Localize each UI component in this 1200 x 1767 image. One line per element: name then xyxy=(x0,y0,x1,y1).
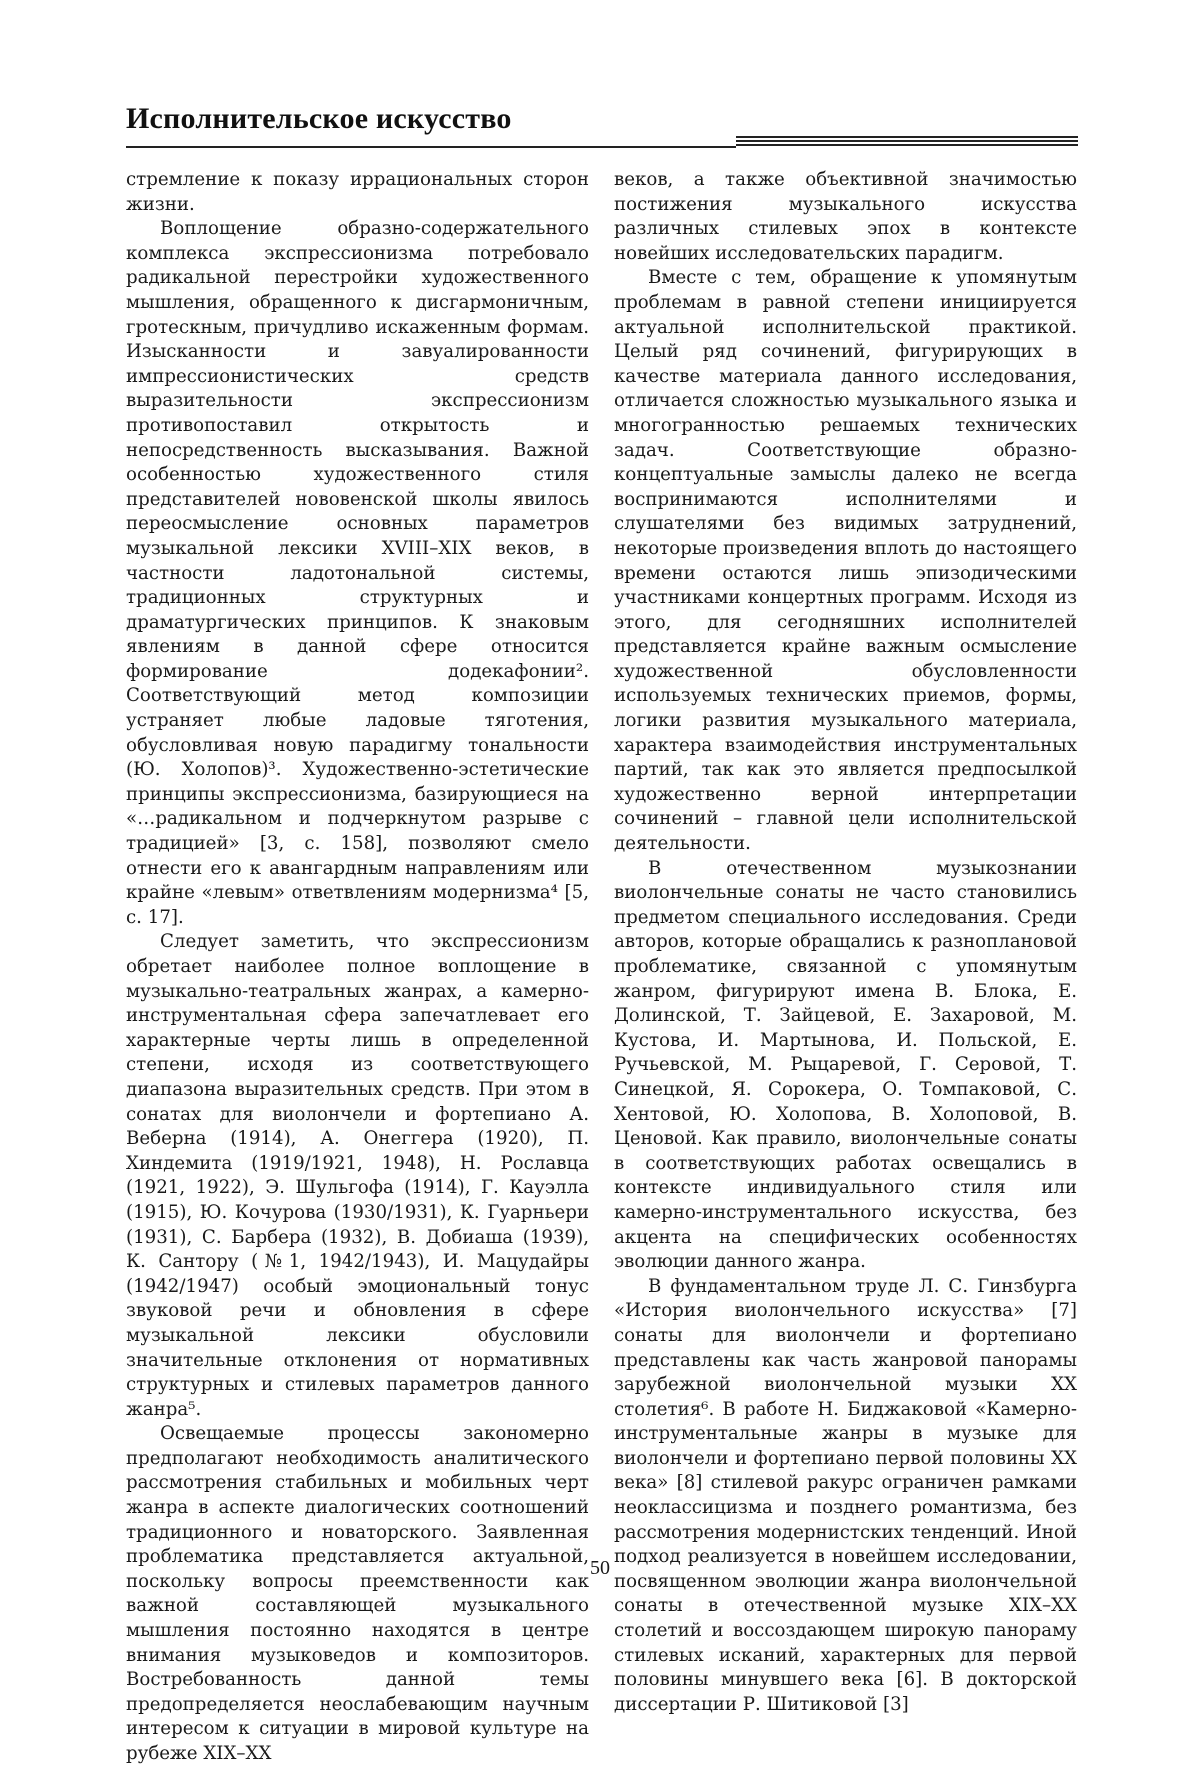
paragraph: Следует заметить, что экспрессионизм обретает наиболее полное воплощение в музыкально-театральных жанрах, а камерно-инструментальная сфера запечатлевает его характерные черты лишь в определенной степени, исходя из соответствующего диапазона выразительных средств. При этом в сонатах для виолончели и фортепиано А. Веберна (1914), А. Онеггера (1920), П. Хиндемита (1919/1921, 1948), Н. Рославца (1921, 1922), Э. Шульгофа (1914), Г. Кауэлла (1915), Ю. Кочурова (1930/1931), К. Гуарньери (1931), С. Барбера (1932), В. Добиаша (1939), К. Сантору (№1, 1942/1943), И. Мацудайры (1942/1947) особый эмоциональный тонус звуковой речи и обновления в сфере музыкальной лексики обусловили значительные отклонения от нормативных структурных и стилевых параметров данного жанра⁵. xyxy=(126,931,589,1420)
section-title: Исполнительское искусство xyxy=(126,102,512,135)
header-rule-triple xyxy=(736,136,1078,150)
paragraph: В отечественном музыкознании виолончельные сонаты не часто становились предметом специального исследования. Среди авторов, которые обращались к разноплановой проблематике, связанной с упомянутым жанром, фигурируют имена В. Блока, Е. Долинской, Т. Зайцевой, Е. Захаровой, М. Кустова, И. Мартынова, И. Польской, Е. Ручьевской, М. Рыцаревой, Г. Серовой, Т. Синецкой, Я. Сорокера, О. Томпаковой, С. Хентовой, Ю. Холопова, В. Холоповой, В. Ценовой. Как правило, виолончельные сонаты в соответствующих работах освещались в контексте индивидуального стиля или камерно-инструментального искусства, без акцента на специфических особенностях эволюции данного жанра. xyxy=(614,857,1077,1273)
left-column xyxy=(126,168,589,1767)
right-column xyxy=(614,168,1077,1717)
paragraph: веков, а также объективной значимостью постижения музыкального искусства различных стилевых эпох в контексте новейших исследовательских парадигм. xyxy=(614,169,1077,264)
paragraph: Вместе с тем, обращение к упомянутым проблемам в равной степени инициируется актуальной исполнительской практикой. Целый ряд сочинений, фигурирующих в качестве материала данного исследования, отличается сложностью музыкального языка и многогранностью решаемых технических задач. Соответствующие образно-концептуальные замыслы далеко не всегда воспринимаются исполнителями и слушателями без видимых затруднений, некоторые произведения вплоть до настоящего времени остаются лишь эпизодическими участниками концертных программ. Исходя из этого, для сегодняшних исполнителей представляется крайне важным осмысление художественной обусловленности используемых технических приемов, формы, логики развития музыкального материала, характера взаимодействия инструментальных партий, так как это является предпосылкой художественно верной интерпретации сочинений – главной цели исполнительской деятельности. xyxy=(614,267,1077,855)
paragraph: Воплощение образно-содержательного комплекса экспрессионизма потребовало радикальной перестройки художественного мышления, обращенного к дисгармоничным, гротескным, причудливо искаженным формам. Изысканности и завуалированности импрессионистических средств выразительности экспрессионизм противопоставил открытость и непосредственность высказывания. Важной особенностью художественного стиля представителей нововенской школы явилось переосмысление основных параметров музыкальной лексики XVIII–XIX веков, в частности ладотональной системы, традиционных структурных и драматургических принципов. К знаковым явлениям в данной сфере относится формирование додекафонии². Соответствующий метод композиции устраняет любые ладовые тяготения, обусловливая новую парадигму тональности (Ю. Холопов)³. Художественно-эстетические принципы экспрессионизма, базирующиеся на «…радикальном и подчеркнутом разрыве с традицией» [3, с. 158], позволяют смело отнести его к авангардным направлениям или крайне «левым» ответвлениям модернизма⁴ [5, с. 17]. xyxy=(126,218,589,928)
paragraph: В фундаментальном труде Л. С. Гинзбурга «История виолончельного искусства» [7] сонаты для виолончели и фортепиано представлены как часть жанровой панорамы зарубежной виолончельной музыки XX столетия⁶. В работе Н. Биджаковой «Камерно-инструментальные жанры в музыке для виолончели и фортепиано первой половины XX века» [8] стилевой ракурс ограничен рамками неоклассицизма и позднего романтизма, без рассмотрения модернистских тенденций. Иной подход реализуется в новейшем исследовании, посвященном эволюции жанра виолончельной сонаты в отечественной музыке XIX–XX столетий и воссоздающем широкую панораму стилевых исканий, характерных для первой половины минувшего века [6]. В докторской диссертации Р. Шитиковой [3] xyxy=(614,1275,1077,1715)
header-rule-thin xyxy=(126,146,736,148)
paragraph: Освещаемые процессы закономерно предполагают необходимость аналитического рассмотрения стабильных и мобильных черт жанра в аспекте диалогических соотношений традиционного и новаторского. Заявленная проблематика представляется актуальной, поскольку вопросы преемственности как важной составляющей музыкального мышления постоянно находятся в центре внимания музыковедов и композиторов. Востребованность данной темы предопределяется неослабевающим научным интересом к ситуации в мировой культуре на рубеже XIX–XX xyxy=(126,1423,589,1764)
page-number: 50 xyxy=(590,1557,610,1579)
paragraph: стремление к показу иррациональных сторон жизни. xyxy=(126,169,589,215)
